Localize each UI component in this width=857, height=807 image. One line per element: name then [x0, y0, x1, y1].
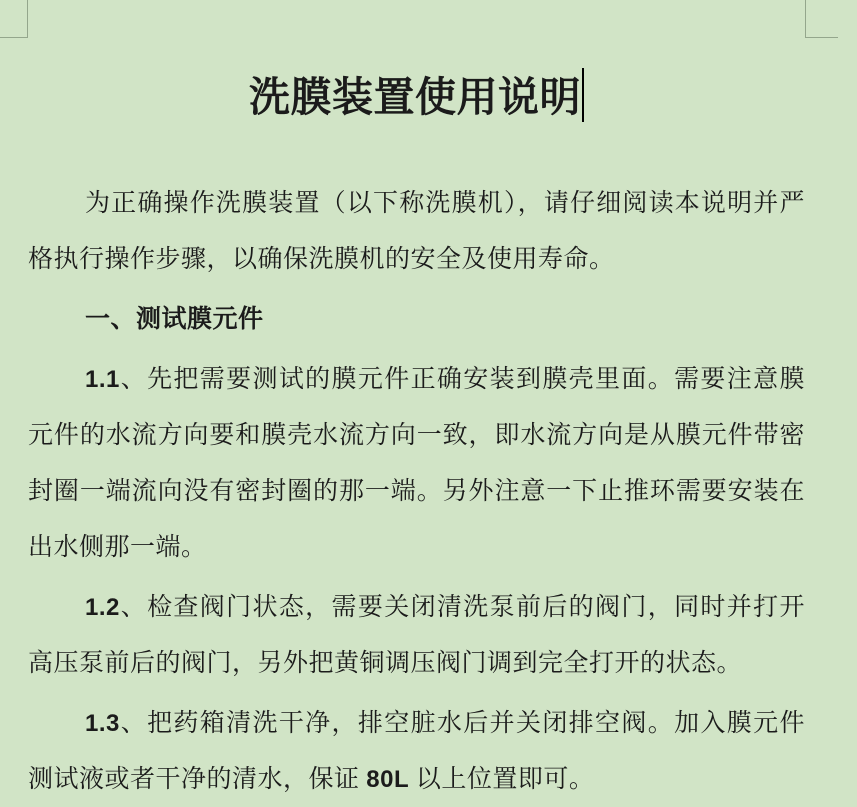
- text-cursor: [582, 68, 584, 122]
- step-1-3-text[interactable]: 、把药箱清洗干净，排空脏水后并关闭排空阀。加入膜元件测试液或者干净的清水，保证: [28, 710, 805, 793]
- step-paragraph-1-3[interactable]: [28, 696, 805, 807]
- section-heading[interactable]: [28, 292, 805, 348]
- step-1-1-number[interactable]: 1.1: [85, 366, 120, 393]
- step-1-2-number[interactable]: 1.2: [85, 594, 120, 621]
- document-title-text[interactable]: 洗膜装置使用说明: [249, 74, 581, 120]
- step-1-3-text-tail[interactable]: 以上位置即可。: [409, 766, 595, 793]
- step-1-3-number[interactable]: 1.3: [85, 710, 120, 737]
- document-title[interactable]: [28, 66, 805, 128]
- section-heading-text[interactable]: 一、测试膜元件: [85, 306, 264, 333]
- step-1-3-quantity[interactable]: 80L: [366, 766, 410, 793]
- step-1-1-text[interactable]: 、先把需要测试的膜元件正确安装到膜壳里面。需要注意膜元件的水流方向要和膜壳水流方向一致，即水流方向是从膜元件带密封圈一端流向没有密封圈的那一端。另外注意一下止推环需要安装在出水侧那一端。: [28, 366, 805, 561]
- document-text-area[interactable]: [28, 0, 805, 807]
- intro-paragraph-text[interactable]: 为正确操作洗膜装置（以下称洗膜机），请仔细阅读本说明并严格执行操作步骤，以确保洗膜机的安全及使用寿命。: [28, 190, 805, 273]
- step-1-2-text[interactable]: 、检查阀门状态，需要关闭清洗泵前后的阀门，同时并打开高压泵前后的阀门，另外把黄铜调压阀门调到完全打开的状态。: [28, 594, 805, 677]
- margin-crop-mark-top-right-horizontal: [805, 37, 838, 38]
- step-paragraph-1-1[interactable]: [28, 352, 805, 576]
- margin-crop-mark-top-right-vertical: [805, 0, 806, 37]
- intro-paragraph[interactable]: [28, 176, 805, 288]
- step-paragraph-1-2[interactable]: [28, 580, 805, 692]
- margin-crop-mark-top-left-horizontal: [0, 37, 28, 38]
